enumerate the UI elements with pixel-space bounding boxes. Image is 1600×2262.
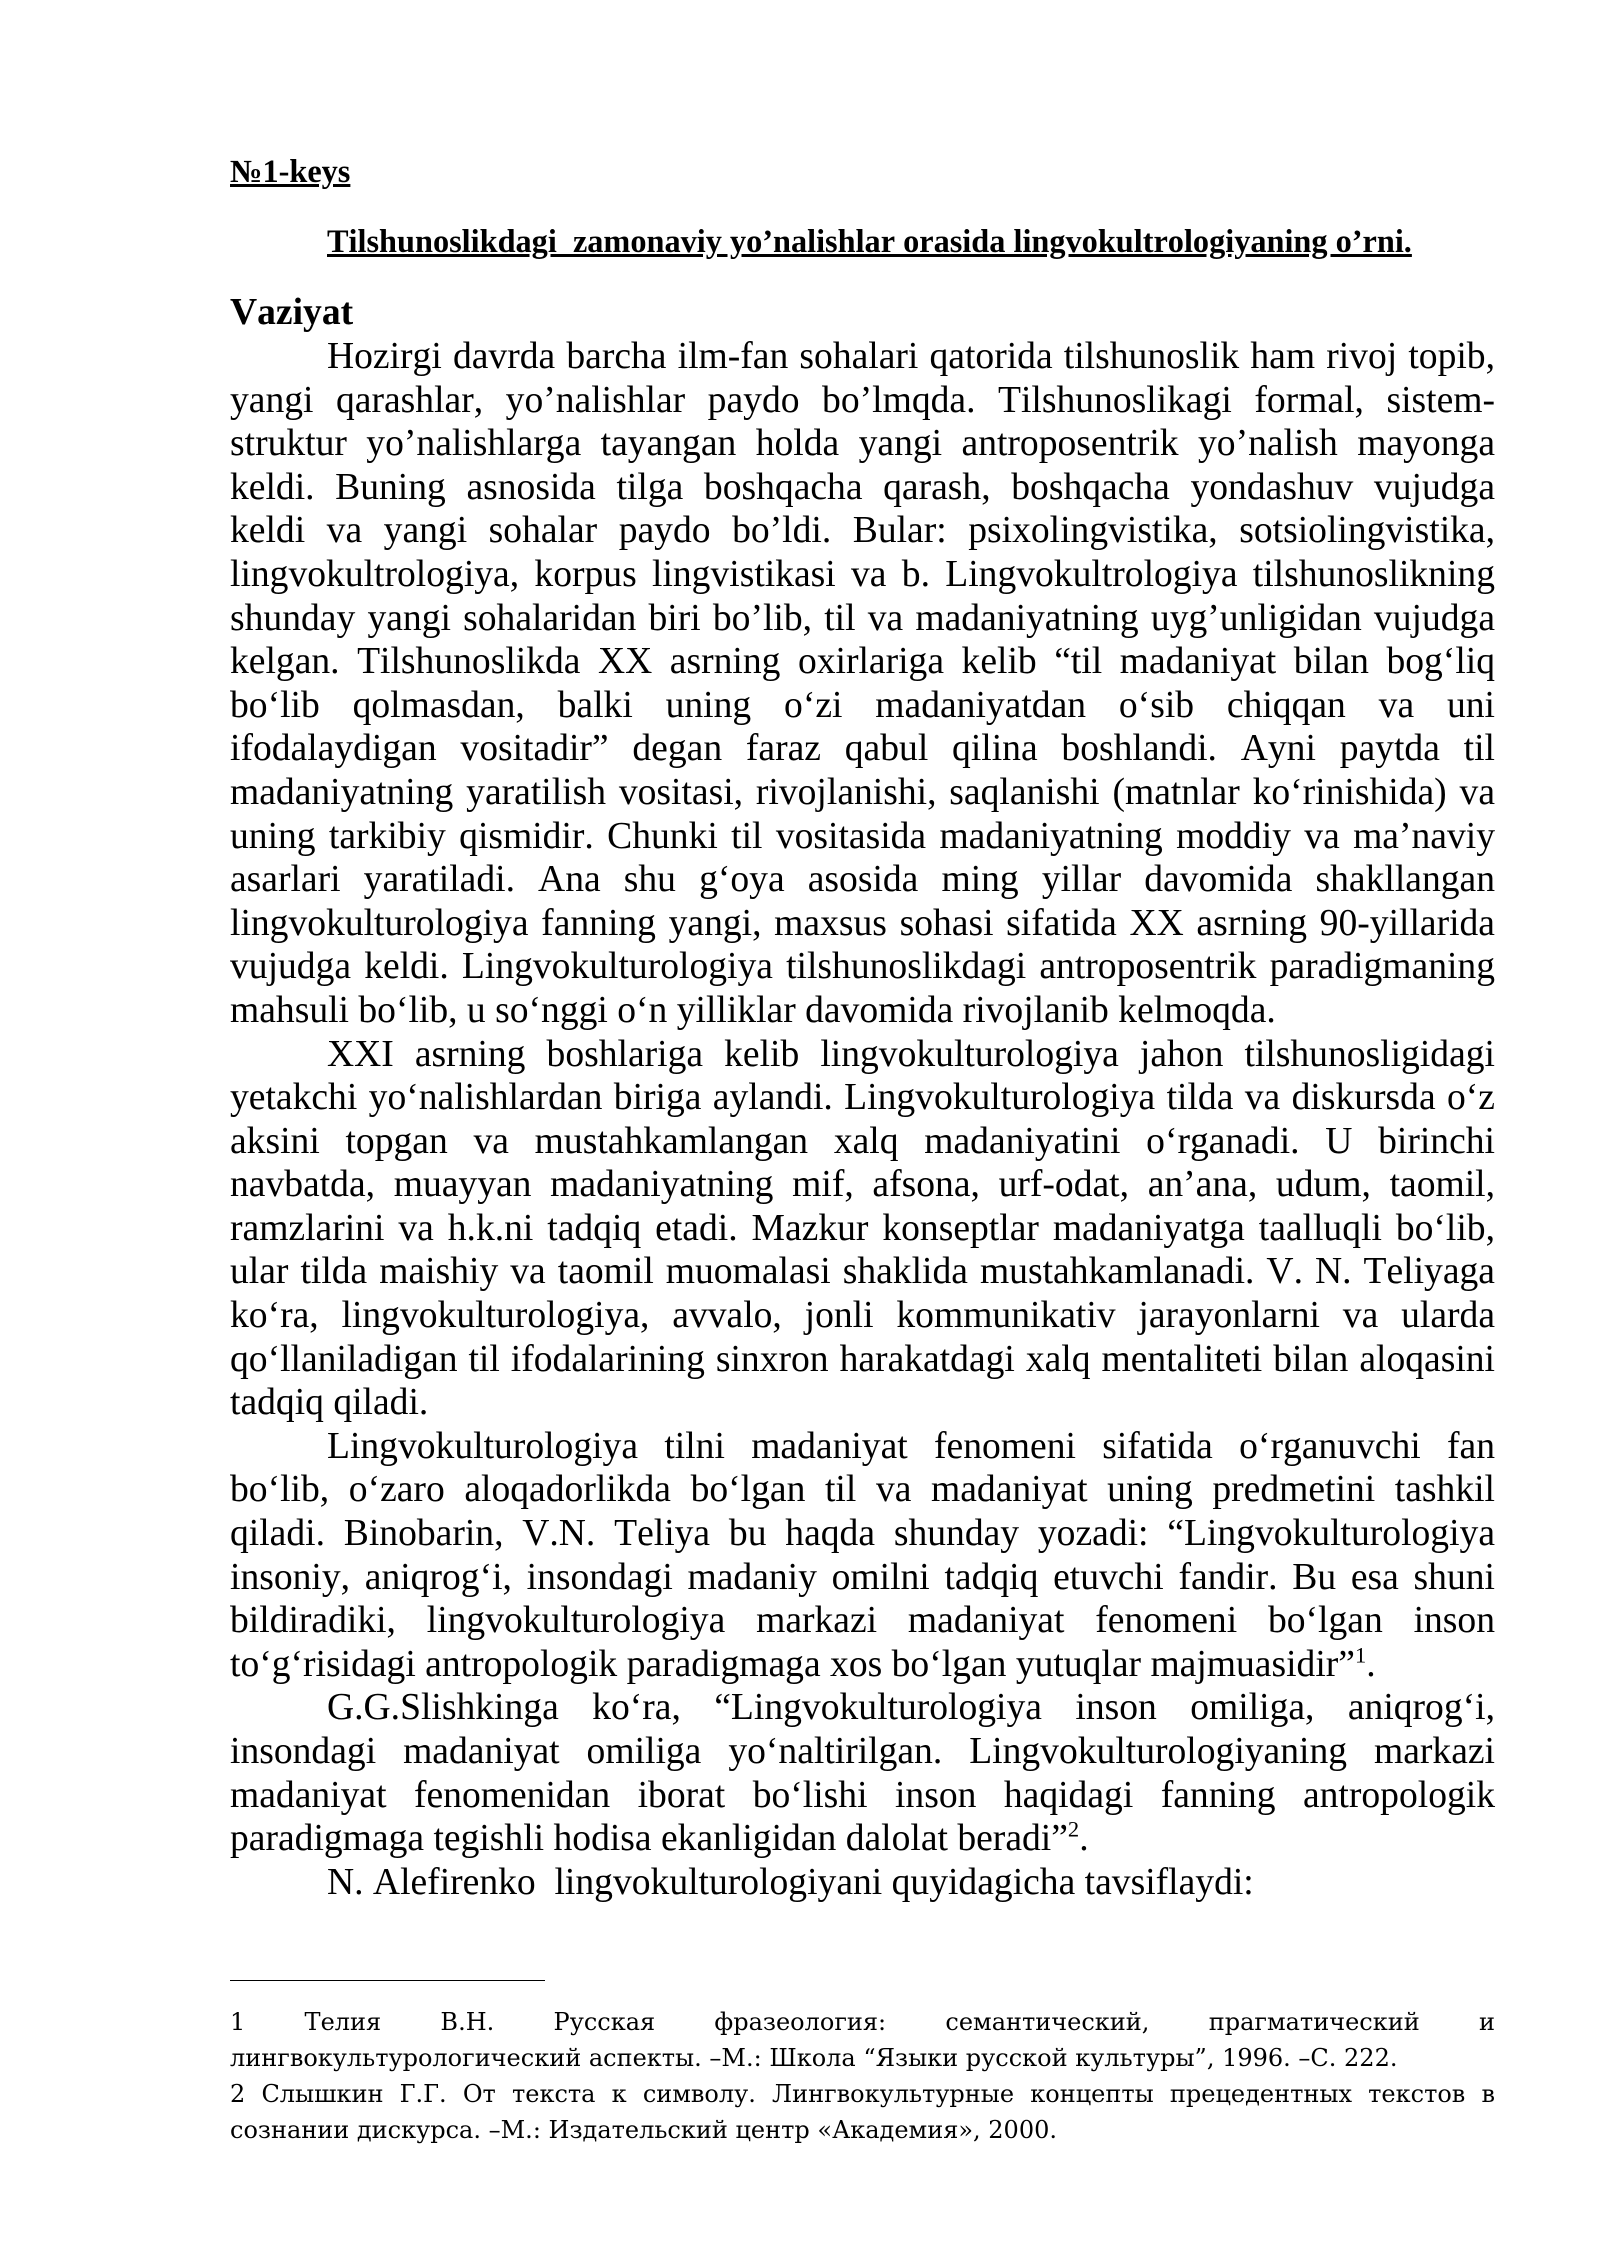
text-line: insondagi madaniyat omiliga yo‘naltirilgan. Lingvokulturologiyaning markazi xyxy=(230,1731,1495,1772)
section-heading: Vaziyat xyxy=(230,292,354,333)
text-line: qo‘llaniladigan til ifodalarining sinxron harakatdagi xalq mentaliteti bilan aloqasini xyxy=(230,1338,1495,1380)
text-segment: . xyxy=(1366,1643,1376,1685)
document-title: Tilshunoslikdagi zamonaviy yo’nalishlar orasida lingvokultrologiyaning o’rni. xyxy=(327,223,1412,259)
text-line: madaniyat fenomenidan iborat bo‘lishi inson haqidagi fanning antropologik xyxy=(230,1774,1495,1816)
text-line: keldi va yangi sohalar paydo bo’ldi. Bular: psixolingvistika, sotsiolingvistika, xyxy=(230,510,1495,552)
text-segment: . xyxy=(1079,1818,1089,1860)
text-line: bo‘lib, o‘zaro aloqadorlikda bo‘lgan til va madaniyat uning predmetini tashkil xyxy=(230,1469,1495,1511)
text-line: navbatda, muayyan madaniyatning mif, afsona, urf-odat, an’ana, udum, taomil, xyxy=(230,1164,1495,1206)
text-line: tadqiq qiladi. xyxy=(230,1382,429,1424)
paragraph xyxy=(230,335,1495,1033)
text-line: struktur yo’nalishlarga tayangan holda yangi antroposentrik yo’nalish mayonga xyxy=(230,423,1495,465)
text-line: N. Alefirenko lingvokulturologiyani quyidagicha tavsiflaydi: xyxy=(327,1861,1254,1903)
paragraph xyxy=(230,1033,1495,1425)
text-line: keldi. Buning asnosida tilga boshqacha qarash, boshqacha yondashuv vujudga xyxy=(230,466,1495,508)
footnote-line: лингвокультурологический аспекты. –М.: Школа “Языки русской культуры”, 1996. –С. 222. xyxy=(230,2044,1398,2072)
footnote-line: 2 Слышкин Г.Г. От текста к символу. Лингвокультурные концепты прецедентных текстов в xyxy=(230,2080,1495,2108)
text-line: ramzlarini va h.k.ni tadqiq etadi. Mazkur konseptlar madaniyatga taalluqli bo‘lib, xyxy=(230,1207,1495,1249)
footnote-ref: 1 xyxy=(1354,1642,1367,1668)
paragraph xyxy=(230,1686,1495,1860)
text-line: madaniyatning yaratilish vositasi, rivojlanishi, saqlanishi (matnlar ko‘rinishida) va xyxy=(230,771,1495,813)
text-line: yetakchi yo‘nalishlardan biriga aylandi. Lingvokulturologiya tilda va diskursda o‘z xyxy=(230,1077,1495,1119)
text-line: lingvokulturologiya fanning yangi, maxsus sohasi sifatida XX asrning 90-yillarida xyxy=(230,902,1495,944)
footnote-line: 1 Телия В.Н. Русская фразеология: семантический, прагматический и xyxy=(230,2008,1495,2036)
footnote xyxy=(230,2004,1495,2076)
text-line: qiladi. Binobarin, V.N. Teliya bu haqda shunday yozadi: “Lingvokulturologiya xyxy=(230,1513,1495,1555)
text-line: uning tarkibiy qismidir. Chunki til vositasida madaniyatning moddiy va ma’naviy xyxy=(230,815,1495,857)
text-line: aksini topgan va mustahkamlangan xalq madaniyatini o‘rganadi. U birinchi xyxy=(230,1120,1495,1162)
text-line: Lingvokulturologiya tilni madaniyat fenomeni sifatida o‘rganuvchi fan xyxy=(327,1425,1495,1467)
footnote-line: сознании дискурса. –М.: Издательский центр «Академия», 2000. xyxy=(230,2116,1057,2144)
text-line: bildiradiki, lingvokulturologiya markazi madaniyat fenomeni bo‘lgan inson xyxy=(230,1600,1495,1642)
text-segment: paradigmaga tegishli hodisa ekanligidan dalolat beradi” xyxy=(230,1818,1068,1860)
text-line: yangi qarashlar, yo’nalishlar paydo bo’lmqda. Tilshunoslikagi formal, sistem- xyxy=(230,379,1495,421)
case-label: №1-keys xyxy=(230,153,351,189)
text-line: bo‘lib qolmasdan, balki uning o‘zi madaniyatdan o‘sib chiqqan va uni xyxy=(230,684,1495,726)
text-line: lingvokultrologiya, korpus lingvistikasi va b. Lingvokultrologiya tilshunoslikning xyxy=(230,553,1495,595)
text-line: shunday yangi sohalaridan biri bo’lib, til va madaniyatning uyg’unligidan vujudga xyxy=(230,597,1495,639)
text-line: ular tilda maishiy va taomil muomalasi shaklida mustahkamlanadi. V. N. Teliyaga xyxy=(230,1251,1495,1293)
paragraph xyxy=(230,1425,1495,1687)
document-body xyxy=(230,335,1495,1904)
text-line: ifodalaydigan vositadir” degan faraz qabul qilina boshlandi. Ayni paytda til xyxy=(230,728,1495,770)
text-line: G.G.Slishkinga ko‘ra, “Lingvokulturologiya inson omiliga, aniqrog‘i, xyxy=(327,1687,1495,1729)
text-line: vujudga keldi. Lingvokulturologiya tilshunoslikdagi antroposentrik paradigmaning xyxy=(230,946,1495,988)
text-line xyxy=(230,1817,1495,1861)
footnotes xyxy=(230,2004,1495,2148)
text-line: kelgan. Tilshunoslikda XX asrning oxirlariga kelib “til madaniyat bilan bog‘liq xyxy=(230,641,1495,683)
footnote-separator xyxy=(230,1980,545,1981)
text-line: mahsuli bo‘lib, u so‘nggi o‘n yilliklar davomida rivojlanib kelmoqda. xyxy=(230,989,1276,1031)
text-segment: to‘g‘risidagi antropologik paradigmaga xos bo‘lgan yutuqlar majmuasidir” xyxy=(230,1643,1355,1685)
text-line: Hozirgi davrda barcha ilm-fan sohalari qatorida tilshunoslik ham rivoj topib, xyxy=(327,336,1495,377)
text-line: XXI asrning boshlariga kelib lingvokulturologiya jahon tilshunosligidagi xyxy=(327,1033,1495,1075)
text-line: asarlari yaratiladi. Ana shu g‘oya asosida ming yillar davomida shakllangan xyxy=(230,859,1495,901)
text-line: ko‘ra, lingvokulturologiya, avvalo, jonli kommunikativ jarayonlarni va ularda xyxy=(230,1295,1495,1337)
paragraph xyxy=(230,1861,1495,1905)
text-line xyxy=(230,1643,1495,1687)
footnote-ref: 2 xyxy=(1067,1816,1080,1842)
footnote xyxy=(230,2076,1495,2148)
text-line: insoniy, aniqrog‘i, insondagi madaniy omilni tadqiq etuvchi fandir. Bu esa shuni xyxy=(230,1556,1495,1598)
